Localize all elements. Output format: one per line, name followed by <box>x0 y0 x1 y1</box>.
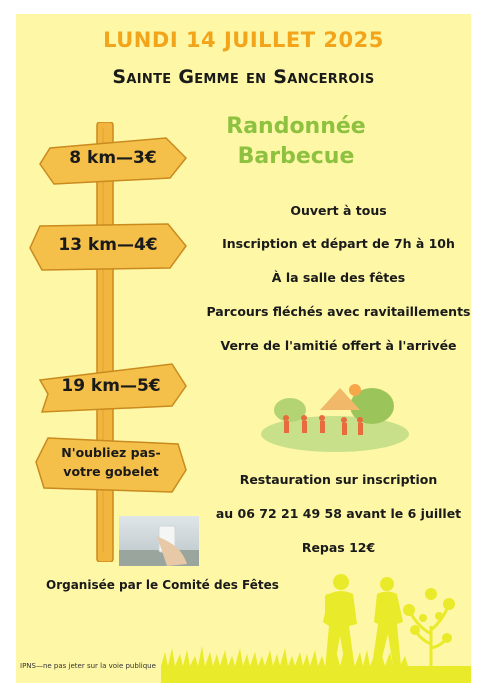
silhouette-scene <box>161 554 471 683</box>
town-name: Sainte Gemme en Sancerrois <box>112 66 375 88</box>
sign-19km <box>34 360 188 414</box>
info-phone: au 06 72 21 49 58 avant le 6 juillet <box>215 506 462 521</box>
event-title-randonnee: Randonnée <box>226 114 366 139</box>
info-open: Ouvert à tous <box>290 203 387 218</box>
signpost-pole <box>91 122 121 562</box>
sign-gobelet <box>34 434 188 496</box>
ipns-note: IPNS—ne pas jeter sur la voie publique <box>20 662 156 670</box>
poster <box>16 14 471 683</box>
organiser: Organisée par le Comité des Fêtes <box>46 578 279 592</box>
info-repas: Repas 12€ <box>301 540 376 555</box>
info-restauration: Restauration sur inscription <box>239 472 438 487</box>
gobelet-line1: N'oubliez pas- <box>61 445 161 460</box>
sign-19km-label: 19 km—5€ <box>61 376 161 396</box>
hikers-illustration <box>260 380 410 452</box>
sign-8km-label: 8 km—3€ <box>69 148 157 168</box>
info-routes: Parcours fléchés avec ravitaillements <box>206 304 471 319</box>
info-location: À la salle des fêtes <box>271 270 406 285</box>
sign-13km <box>28 220 188 274</box>
info-drink: Verre de l'amitié offert à l'arrivée <box>220 338 457 353</box>
event-date: LUNDI 14 JUILLET 2025 <box>103 28 384 52</box>
event-title-barbecue: Barbecue <box>237 144 355 169</box>
sign-13km-label: 13 km—4€ <box>58 235 158 255</box>
info-registration: Inscription et départ de 7h à 10h <box>222 236 455 251</box>
sign-8km <box>38 134 188 186</box>
gobelet-line2: votre gobelet <box>63 464 159 479</box>
